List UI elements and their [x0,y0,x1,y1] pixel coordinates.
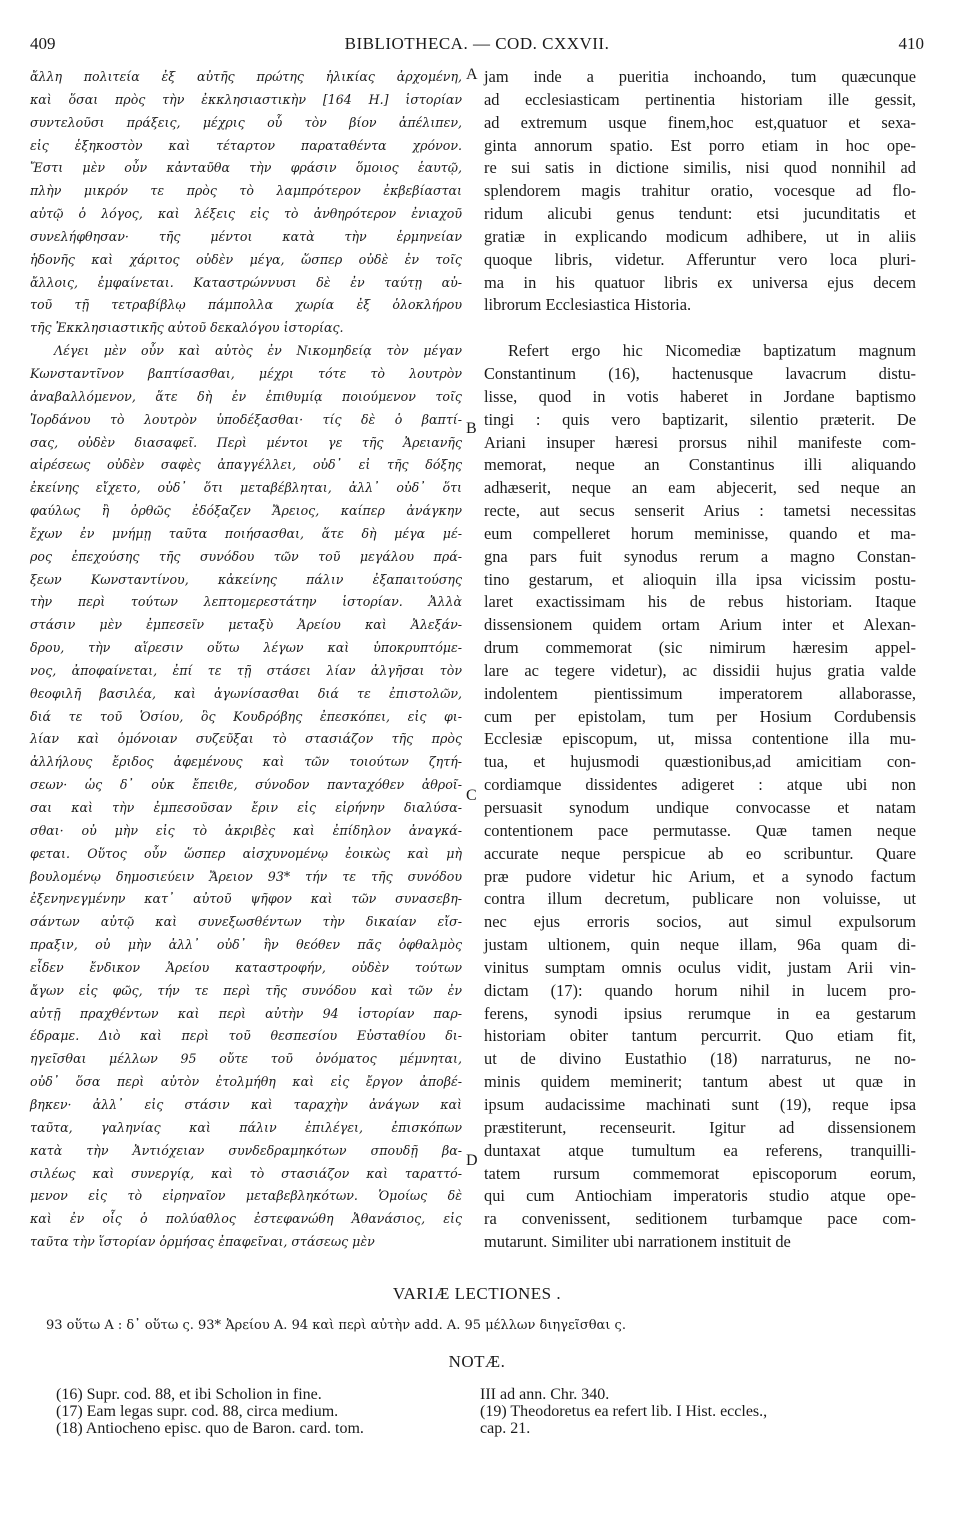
greek-text-line: σιλέως καὶ συνεργίᾳ, καὶ τὸ στασιάζον καὶ ταραττό- [30,1165,462,1181]
greek-text-line: ἔχων ἐν μνήμῃ ταῦτα ποιήσασθαι, ἅτε δὴ μέγα μέ- [30,525,462,541]
section-marker-b: B [466,420,477,437]
latin-text-line: lisse, quod in votis haberet in Jordane baptismo [484,386,916,406]
greek-text-line: σθαι· οὐ μὴν εἰς τὸ ἀκριβὲς καὶ ἐπίδηλον ἀναγκά- [30,822,462,838]
notae-title: NOTÆ. [448,1352,506,1371]
latin-text-line: ridum alicubi genus tendunt: etsi jucunditatis et [484,204,916,224]
greek-text-line: διά τε τοῦ Ὁσίου, ὃς Κουδρόβης ἐπεσκόπει, εἰς φι- [30,708,462,724]
greek-text-line: βουλομένῳ δημοσιεύειν Ἄρειον 93* τήν τε τῆς συνόδου [30,868,462,884]
latin-text-line: ad extremum usque finem,hoc est,quatuor et sexa- [484,112,916,132]
latin-text-line: accurate neque perspicue ab eo scribuntur. Quare [484,843,916,863]
latin-column [484,66,916,1254]
greek-text-line: καὶ ὅσαι πρὸς τὴν ἐκκλησιαστικὴν [164 Η.] ἱστορίαν [30,91,462,107]
page-header [30,34,924,56]
greek-text-line: συνελήφθησαν· τῆς μέντοι κατὰ τὴν ἑρμηνείαν [30,228,462,244]
latin-text-line: qui cum Antiochiam imperatoris studio atque ope- [484,1186,916,1206]
greek-text-line: εἰς ἑξηκοστὸν καὶ τέταρτον παραταθέντα χρόνον. [30,137,462,153]
section-marker-a: A [466,66,478,83]
greek-text-line: ἀλλήλους ἔριδος ἀφεμένους καὶ τῶν τοιούτων ζητή- [30,754,462,770]
greek-text-line: τῆς Ἐκκλησιαστικῆς αὐτοῦ δεκαλόγου ἱστορίας. [30,320,344,336]
note-entry: cap. 21. [480,1420,531,1437]
greek-text-line: ηγεῖσθαι μέλλων 95 οὔτε τοῦ ὀνόματος μέμνηται, [30,1051,462,1067]
greek-text-line: φαύλως ἢ ὀρθῶς ἐδόξαζεν Ἄρειος, καίπερ ἀνάγκην [30,503,462,519]
greek-text-line: ἄγων εἰς φῶς, τήν τε περὶ τῆς συνόδου καὶ τῶν ἐν [30,982,462,998]
note-entry: (16) Supr. cod. 88, et ibi Scholion in fine. [56,1386,322,1403]
latin-text-line: lare ac tegere videtur), ac dissidii hujus gratia valde [484,660,916,680]
latin-text-line: tino gestarum, et alioquin illa ipsa vicissim postu- [484,569,916,589]
section-marker-c: C [466,787,477,804]
latin-text-line: jam inde a pueritia inchoando, tum quæcunque [484,67,916,86]
page-number-right: 410 [898,34,924,53]
latin-text-line: præstiterunt, recenseurit. Igitur ad dissensionem [484,1117,916,1137]
latin-text-line: cum per epistolam, tum per Hosium Cordubensis [484,706,916,726]
greek-text-line: αὐτῷ ὁ λόγος, καὶ λέξεις εἰς τὸ ἀνθηρότερον ἐνιαχοῦ [30,206,462,222]
variae-lectiones-title: VARIÆ LECTIONES . [392,1284,562,1303]
greek-text-line: ἄλλη πολιτεία ἐξ αὐτῆς πρώτης ἡλικίας ἀρχομένη, [30,69,462,84]
latin-text-line: laret exactissimam his de rebus historiam. Itaque [484,592,916,612]
latin-text-line: persuasit synodum undique convocasse et natam [484,798,916,817]
running-title: BIBLIOTHECA. — COD. CXXVII. [344,34,610,53]
latin-text-line: ad ecclesiasticam pertinentia historiam ille gessit, [484,89,916,109]
greek-text-line: τοῦ τῇ τετραβίβλῳ πάμπολλα χωρία ἐξ ὁλοκλήρου [30,297,462,313]
notes-right-column [480,1386,767,1437]
latin-text-line: tingi : quis vero baptizarit, silentio præterit. De [484,409,916,429]
greek-text-line: ἄλλοις, ἐμφαίνεται. Καταστρώννυσι δὲ ἐν ταύτῃ αὐ- [30,274,462,290]
section-marker-d: D [466,1152,478,1169]
latin-text-line: contentionem pace permutasse. Quæ tamen neque [484,820,916,840]
latin-text-line: drum commemorat (sic nimirum hæresim appel- [484,638,916,658]
greek-text-line: λίαν καὶ ὁμόνοιαν συζεῦξαι τὸ στασιάζον τῆς πρὸς [30,731,462,747]
greek-text-line: πλὴν μικρόν τε πρὸς τὸ λαμπρότερον ἐκβεβίασται [30,183,462,199]
latin-text-line: ipsum audacissime machinati sunt (19), reque ipsa [484,1094,916,1114]
greek-text-line: πραξιν, οὐ μὴν ἀλλ᾿ οὐδ᾿ ἣν θεόθεν πᾶς ὀφθαλμὸς [30,937,462,953]
greek-text-line: τὴν περὶ τούτων λεπτομερεστάτην ἱστορίαν. Ἀλλὰ [30,594,462,610]
greek-text-line: έδραμε. Διὸ καὶ περὶ τοῦ θεσπεσίου Εὐσταθίου δι- [30,1028,462,1044]
latin-text-line: memorat, neque an Constantinus illi aliquando [484,455,916,475]
page-number-left: 409 [30,34,56,53]
latin-text-line: vinitus sumptam omnis oculus vidit, justam Arii vin- [484,957,916,977]
greek-text-line: Ἔστι μὲν οὖν κἀνταῦθα τὴν φράσιν ὅμοιος ἑαυτῷ, [30,160,462,176]
latin-text-line: duntaxat atque tumultum ea referens, tranquilli- [484,1140,916,1160]
greek-text-line: ταῦτα, γαληνίας καὶ πάλιν ἐπιλέγει, ἐπισκόπων [30,1119,462,1135]
greek-text-line: εἶδεν ἔνδικον Ἀρείου καταστροφήν, οὐδὲν τούτων [30,959,462,975]
latin-text-line: historiam obiter tantum percurrit. Quo etiam fit, [484,1026,916,1046]
greek-text-line: συντελοῦσι πράξεις, μέχρις οὗ τὸν βίον ἀπέλιπεν, [30,114,462,130]
latin-text-line: dissensionem quidem ortam Arium inter et Alexan- [484,615,916,635]
greek-text-line: κατὰ τὴν Ἀντιόχειαν συνδεδραμηκότων σπουδῇ βα- [30,1142,462,1158]
latin-text-line: Ecclesiæ episcopum, ut, missa contentione illa mu- [484,729,916,749]
note-entry: (18) Antiocheno episc. quo de Baron. card. tom. [56,1420,364,1437]
latin-text-line: justam ultionem, quin neque illam, 96a quam di- [484,935,916,955]
greek-text-line: ξεων Κωνσταντίνου, κἀκείνης πάλιν ἐξαπαιτούσης [30,571,462,587]
greek-text-line: ἡδονῆς καὶ χάριτος οὐδὲν μέγα, ὥσπερ οὐδὲ ἐν τοῖς [30,251,462,267]
latin-text-line: tua, et hujusmodi quæstionibus,ad amicitiam con- [484,752,916,772]
latin-text-line: Refert ergo hic Nicomediæ baptizatum magnum [508,341,916,361]
notes-left-column [56,1386,364,1437]
greek-text-line: αὐτῇ πραχθέντων καὶ περὶ αὐτὴν 94 ἱστορίαν παρ- [30,1005,462,1021]
greek-text-line: μενον εἰς τὸ εἰρηναῖον μεταβεβληκότων. Ὁμοίως δὲ [30,1188,462,1204]
latin-text-line: ginta annorum spatio. Est porro etiam in hoc ope- [484,135,916,155]
greek-text-line: ἐκείνης εἴχετο, οὐδ᾿ ὅτι μεταβέβληται, ἀλλ᾿ οὐδ᾿ ὅτι [30,480,462,496]
latin-text-line: gratiæ in explicando modicum adhibere, ut in aliis [484,226,916,246]
note-entry: III ad ann. Chr. 340. [480,1386,610,1403]
latin-text-line: Constantinum (16), hactenusque lavacrum distu- [484,363,916,383]
latin-text-line: recte, aut secus senserit Arius : tametsi necessitas [484,501,916,521]
latin-text-line: indolentem pientissimum imperatorem allaborasse, [484,683,916,703]
greek-text-line: θεοφιλῆ βασιλέα, καὶ ἀγωνίσασθαι διά τε ἐπιστολῶν, [30,685,462,701]
greek-text-line: σαι καὶ τὴν ἐμπεσοῦσαν ἔριν εἰς εἰρήνην διαλύσα- [30,800,462,815]
greek-text-line: ἀναβαλλόμενον, ἅτε δὴ ἐν ἐπιθυμίᾳ ποιούμενον τοῖς [30,388,462,404]
latin-text-line: eum compelleret horum meminisse, quando et ma- [484,523,916,543]
latin-text-line: librorum Ecclesiastica Historia. [484,295,692,315]
latin-text-line: tatem rursum commemorat episcoporum eorum, [484,1163,916,1183]
greek-text-line: δρου, τὴν αἵρεσιν οὕτω λέγων καὶ ὑποκρυπτόμε- [30,640,462,656]
greek-text-line: νος, ἀποφαίνεται, ἐπί τε τῇ στάσει λίαν ἀλγῆσαι τὸν [30,662,462,678]
greek-text-line: βηκεν· ἀλλ᾿ εἰς στάσιν καὶ ταραχὴν ἀνάγων καὶ [30,1096,462,1112]
greek-text-line: Λέγει μὲν οὖν καὶ αὐτὸς ἐν Νικομηδείᾳ τὸν μέγαν [54,343,462,359]
variae-lectiones-line: 93 οὕτω A : δ᾿ οὕτω ς. 93* Ἀρείου A. 94 καὶ περὶ αὐτὴν add. A. 95 μέλλων διηγεῖσθαι ς. [46,1318,626,1333]
greek-text-line: Κωνσταντῖνον βαπτίσασθαι, μέχρι τότε τὸ λουτρὸν [30,365,462,381]
latin-text-line: adhæserit, neque an eam abjecerit, sed neque an [484,478,916,498]
latin-text-line: gna pars fuit synodus rerum a magno Constan- [484,546,916,566]
greek-text-line: σας, οὐδὲν διασαφεῖ. Περὶ μέντοι γε τῆς Ἀρειανῆς [30,434,462,450]
latin-text-line: Ariani insuper hæresi prorsus nihil manifeste com- [484,432,916,452]
greek-text-line: φεται. Οὕτος οὖν ὥσπερ αἰσχυνομένῳ ἐοικὼς καὶ μὴ [30,845,462,861]
greek-column [30,66,462,1254]
greek-text-line: Ἰορδάνου τὸ λουτρὸν ὑποδέξασθαι· τίς δὲ ὁ βαπτί- [30,411,462,427]
latin-text-line: ra convenissent, seditionem turbamque pace com- [484,1209,916,1229]
greek-text-line: ἐξενηνεγμένην κατ᾿ αὐτοῦ ψῆφον καὶ τῶν συνασεβη- [30,891,462,907]
latin-text-line [484,317,916,340]
latin-text-line: splendorem magis trahitur oratio, vocesque ad flo- [484,181,916,201]
latin-text-line: dictam (17): quando horum nihil in lucem pro- [484,980,916,1000]
greek-text-line: σάντων αὐτῷ καὶ συνεξωσθέντων τὴν δικαίαν εἴσ- [30,914,462,930]
greek-text-line: ρος ἐπεχούσης τῆς συνόδου τῶν τοῦ μεγάλου πρά- [30,548,462,564]
latin-text-line: contra illum decretum, publicare non voluisse, ut [484,889,916,909]
latin-text-line: cordiamque dissidentes adigeret : atque ubi non [484,775,916,795]
greek-text-line: αἱρέσεως οὐδὲν σαφὲς ἀπαγγέλλει, οὐδ᾿ εἰ τῆς δόξης [30,457,462,473]
latin-text-line: minis quidem meminerit; tantum abest ut quæ in [484,1072,916,1092]
greek-text-line: ταῦτα τὴν ἵστορίαν ὁρμήσας ἐπαφεῖναι, στάσεως μὲν [30,1234,375,1250]
note-entry: (17) Eam legas supr. cod. 88, circa medium. [56,1403,339,1420]
note-entry: (19) Theodoretus ea refert lib. I Hist. eccles., [480,1403,768,1420]
latin-text-line: ferens, synodi ipsius rerumque in ea gestarum [484,1003,916,1023]
greek-text-line: καὶ ἐν οἷς ὁ πολύαθλος ἐστεφανώθη Ἀθανάσιος, εἰς [30,1211,462,1227]
greek-text-line: στάσιν μὲν ἐμπεσεῖν μεταξὺ Ἀρείου καὶ Ἀλεξάν- [30,617,462,633]
latin-text-line: præ pudore videtur hic Arium, et a synodo factum [484,866,916,886]
latin-text-line: re sui satis in dictione similis, nisi quod nonnihil ad [484,158,916,178]
latin-text-line: nec ejus erroris socios, aut simul expulsorum [484,912,916,932]
latin-text-line: quoque libris, videtur. Afferuntur vero loca pluri- [484,249,916,269]
latin-text-line: ut de divino Eustathio (18) narraturus, ne no- [484,1049,916,1069]
latin-text-line: mutarunt. Similiter ubi narrationem instituit de [484,1232,791,1252]
greek-text-line: οὐδ᾿ ὅσα περὶ αὐτὸν ἐτολμήθη καὶ εἰς ἔργον ἀποβέ- [30,1074,462,1090]
greek-text-line: σεων· ὡς δ᾿ οὐκ ἔπειθε, σύνοδον πανταχόθεν ἀθροῖ- [30,777,462,793]
latin-text-line: ma in his quatuor libris ex universa ejus decem [484,272,916,292]
